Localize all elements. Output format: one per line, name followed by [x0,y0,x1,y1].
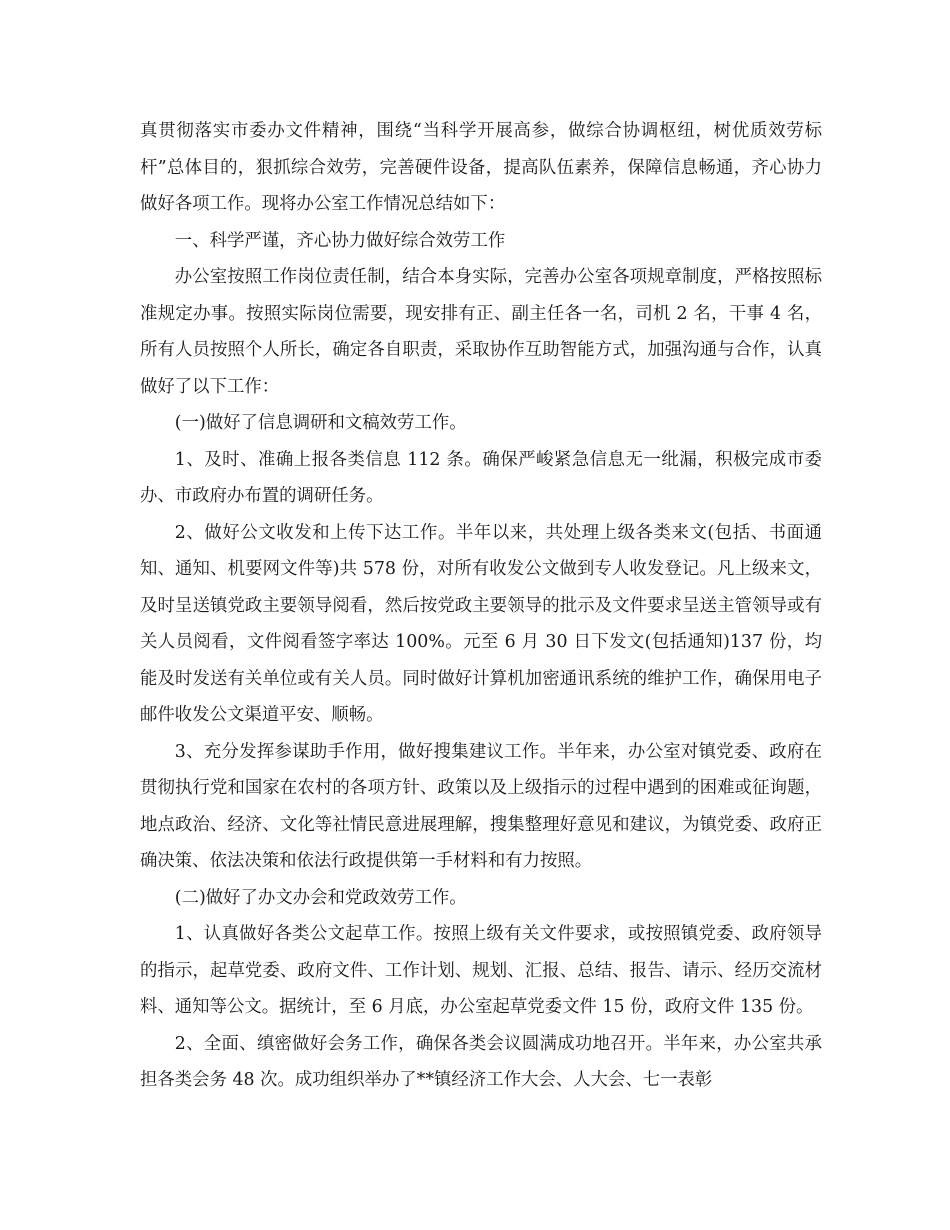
document-body [140,113,822,1099]
paragraph-6: 1、认真做好各类公文起草工作。按照上级有关文件要求，或按照镇党委、政府领导的指示，起草党委、政府文件、工作计划、规划、汇报、总结、报告、请示、经历交流材料、通知等公文。据统计，至 6 月底，办公室起草党委文件 15 份，政府文件 135 份。 [140,924,822,1017]
paragraph-2: 办公室按照工作岗位责任制，结合本身实际，完善办公室各项规章制度，严格按照标准规定办事。按照实际岗位需要，现安排有正、副主任各一名，司机 2 名，干事 4 名，所有人员按照个人所长，确定各自职责，采取协作互助智能方式，加强沟通与合作，认真做好了以下工作： [140,267,822,397]
subsection-heading-2: (二)做好了办文办会和党政效劳工作。 [174,887,467,908]
paragraph-4: 2、做好公文收发和上传下达工作。半年以来，共处理上级各类来文(包括、书面通知、通知、机要网文件等)共 578 份，对所有收发公文做到专人收发登记。凡上级来文，及时呈送镇党政主要领导阅看，然后按党政主要领导的批示及文件要求呈送主管领导或有关人员阅看，文件阅看签字率达 100%。元至 6 月 30 日下发文(包括通知)137 份，均能及时发送有关单位或有关人员。同时做好计算机加密通讯系统的维护工作，确保用电子邮件收发公文渠道平安、顺畅。 [140,522,822,725]
paragraph-1: 真贯彻落实市委办文件精神，围绕“当科学开展高参，做综合协调枢纽，树优质效劳标杆”总体目的，狠抓综合效劳，完善硬件设备，提高队伍素养，保障信息畅通，齐心协力做好各项工作。现将办公室工作情况总结如下： [140,121,822,214]
section-heading-1: 一、科学严谨，齐心协力做好综合效劳工作 [174,230,506,251]
subsection-heading-1: (一)做好了信息调研和文稿效劳工作。 [174,413,467,433]
paragraph-7: 2、全面、缜密做好会务工作，确保各类会议圆满成功地召开。半年来，办公室共承担各类会务 48 次。成功组织举办了**镇经济工作大会、人大会、七一表彰 [140,1033,822,1090]
paragraph-5: 3、充分发挥参谋助手作用，做好搜集建议工作。半年来，办公室对镇党委、政府在贯彻执行党和国家在农村的各项方针、政策以及上级指示的过程中遇到的困难或征询题，地点政治、经济、文化等社情民意进展理解，搜集整理好意见和建议，为镇党委、政府正确决策、依法决策和依法行政提供第一手材料和有力按照。 [140,741,822,871]
paragraph-3: 1、及时、准确上报各类信息 112 条。确保严峻紧急信息无一纰漏，积极完成市委办、市政府办布置的调研任务。 [140,449,822,506]
